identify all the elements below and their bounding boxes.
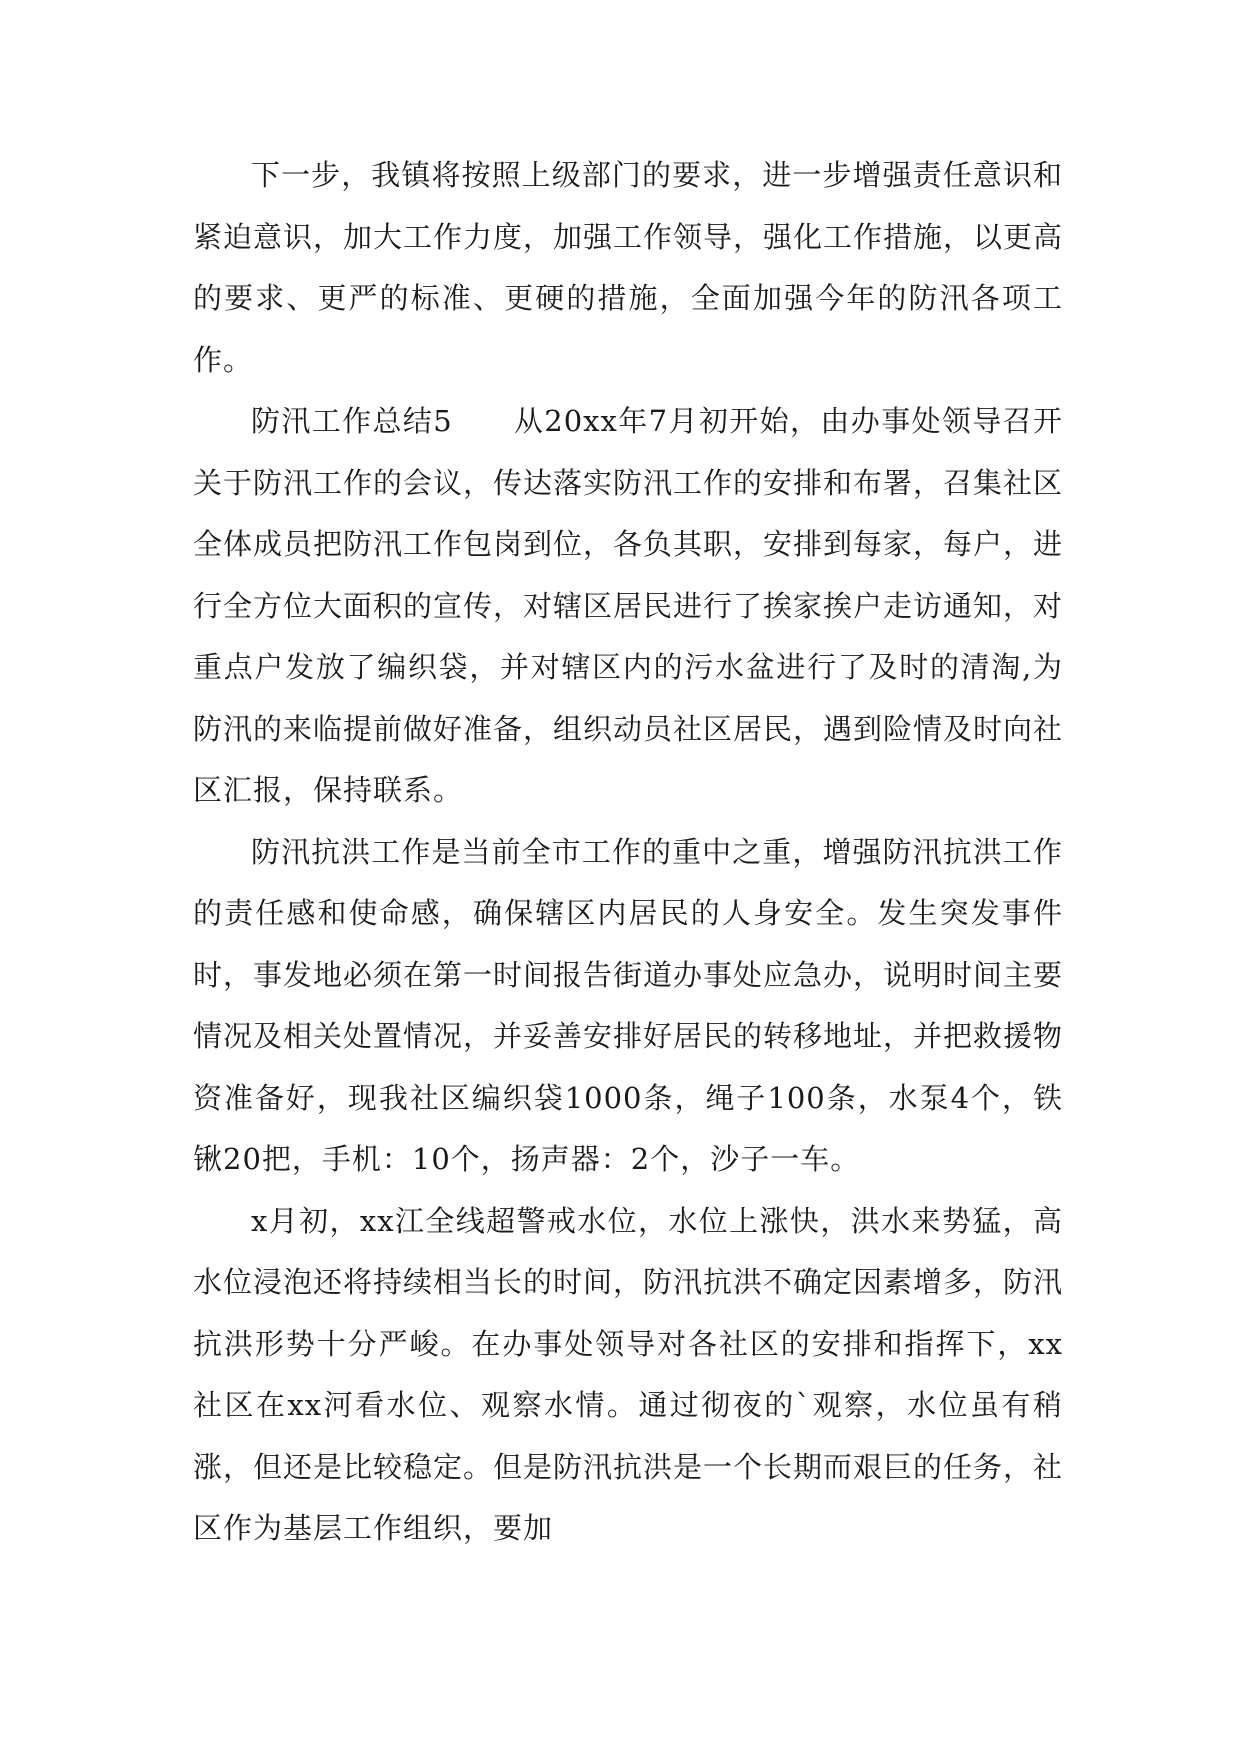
document-body: [193, 145, 1063, 1560]
paragraph-water-level: x月初，xx江全线超警戒水位，水位上涨快，洪水来势猛，高水位浸泡还将持续相当长的时间，防汛抗洪不确定因素增多，防汛抗洪形势十分严峻。在办事处领导对各社区的安排和指挥下，xx社区在xx河看水位、观察水情。通过彻夜的`观察，水位虽有稍涨，但还是比较稳定。但是防汛抗洪是一个长期而艰巨的任务，社区作为基层工作组织，要加: [193, 1203, 1064, 1545]
paragraph-next-steps: 下一步，我镇将按照上级部门的要求，进一步增强责任意识和紧迫意识，加大工作力度，加强工作领导，强化工作措施，以更高的要求、更严的标准、更硬的措施，全面加强今年的防汛各项工作。: [193, 158, 1064, 377]
paragraph-flood-summary-5: 防汛工作总结5 从20xx年7月初开始，由办事处领导召开关于防汛工作的会议，传达落实防汛工作的安排和布署，召集社区全体成员把防汛工作包岗到位，各负其职，安排到每家，每户，进行全方位大面积的宣传，对辖区居民进行了挨家挨户走访通知，对重点户发放了编织袋，并对辖区内的污水盆进行了及时的清淘,为防汛的来临提前做好准备，组织动员社区居民，遇到险情及时向社区汇报，保持联系。: [193, 404, 1064, 807]
paragraph-flood-resources: 防汛抗洪工作是当前全市工作的重中之重，增强防汛抗洪工作的责任感和使命感，确保辖区内居民的人身安全。发生突发事件时，事发地必须在第一时间报告街道办事处应急办，说明时间主要情况及相关处置情况，并妥善安排好居民的转移地址，并把救援物资准备好，现我社区编织袋1000条，绳子100条，水泵4个，铁锹20把，手机：10个，扬声器：2个，沙子一车。: [193, 834, 1064, 1176]
